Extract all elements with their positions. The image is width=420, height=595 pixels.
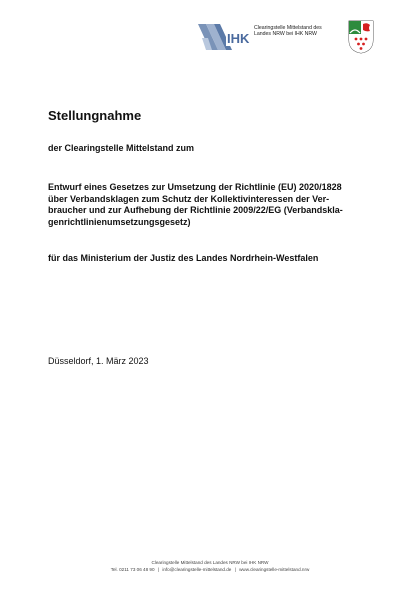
document-subtitle: der Clearingstelle Mittelstand zum — [48, 143, 195, 153]
footer-separator: | — [157, 567, 160, 572]
place-and-date: Düsseldorf, 1. März 2023 — [48, 356, 149, 366]
footer-phone: Tel. 0211 73 06 48 90 — [110, 567, 155, 572]
header — [196, 22, 386, 56]
clearingstelle-label-line1: Clearingstelle Mittelstand des — [254, 25, 322, 31]
footer-separator: | — [234, 567, 236, 572]
document-subject — [48, 182, 378, 228]
clearingstelle-label — [254, 25, 344, 37]
footer-contact — [0, 566, 420, 573]
subject-line: über Verbandsklagen zum Schutz der Kollektivinteressen der Ver- — [48, 193, 330, 204]
footer-email[interactable]: info@clearingstelle-mittelstand.de — [162, 567, 232, 572]
subject-line: braucher und zur Aufhebung der Richtlinie 2009/22/EG (Verbandskla- — [48, 205, 343, 216]
ihk-logo — [196, 22, 250, 52]
footer-website[interactable]: www.clearingstelle-mittelstand.nrw — [239, 567, 310, 572]
recipient-ministry: für das Ministerium der Justiz des Landes Nordrhein-Westfalen — [48, 253, 319, 263]
footer — [0, 559, 420, 573]
nrw-coat-of-arms-icon — [348, 20, 374, 54]
clearingstelle-label-line2: Landes NRW bei IHK NRW — [254, 31, 317, 38]
footer-organization: Clearingstelle Mittelstand des Landes NRW bei IHK NRW — [151, 560, 269, 565]
document-title: Stellungnahme — [48, 108, 142, 123]
subject-line: genrichtlinienumsetzungsgesetz) — [48, 216, 191, 227]
subject-line: Entwurf eines Gesetzes zur Umsetzung der Richtlinie (EU) 2020/1828 — [48, 182, 342, 192]
ihk-logo-text: IHK — [227, 31, 250, 46]
